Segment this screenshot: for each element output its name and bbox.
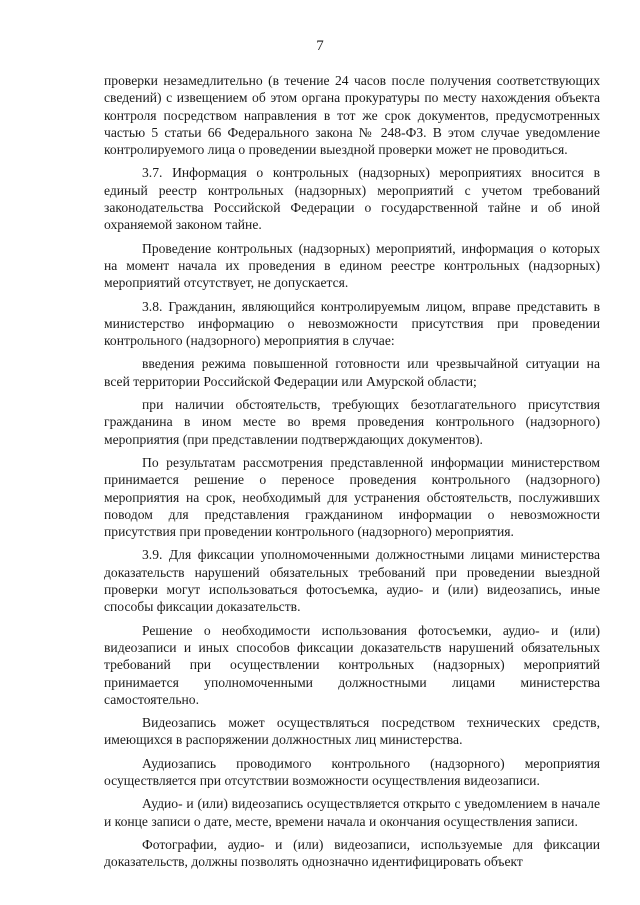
paragraph: при наличии обстоятельств, требующих безотлагательного присутствия гражданина в ином месте во время проведения контрольного (надзорного) мероприятия (при представлении подтверждающих документов). xyxy=(104,397,600,447)
paragraph: введения режима повышенной готовности или чрезвычайной ситуации на всей территории Российской Федерации или Амурской области; xyxy=(104,356,600,389)
paragraph: Фотографии, аудио- и (или) видеозаписи, используемые для фиксации доказательств, должны позволять однозначно идентифицировать объект xyxy=(104,836,600,870)
page-number: 7 xyxy=(316,38,324,54)
paragraph: Проведение контрольных (надзорных) мероприятий, информация о которых на момент начала их проведения в едином реестре контрольных (надзорных) мероприятий отсутствует, не допускается. xyxy=(104,240,600,291)
paragraph-3-7: 3.7. Информация о контрольных (надзорных) мероприятиях вносится в единый реестр контрольных (надзорных) мероприятий с учетом требований законодательства Российской Федерации о государственной тайне и об иной охраняемой законом тайне. xyxy=(104,165,600,233)
paragraph: Решение о необходимости использования фотосъемки, аудио- и (или) видеозаписи и иных способов фиксации доказательств нарушений обязательных требований при осуществлении контрольных (надзорных) мероприятий принимается уполномоченными должностными лицами министерства самостоятельно. xyxy=(104,622,600,707)
paragraph-3-9: 3.9. Для фиксации уполномоченными должностными лицами министерства доказательств нарушений обязательных требований при проведении выездной проверки могут использоваться фотосъемка, аудио- и (или) видеозапись, иные способы фиксации доказательств. xyxy=(104,547,600,615)
document-body xyxy=(104,72,600,876)
paragraph: По результатам рассмотрения представленной информации министерством принимается решение о переносе проведения контрольного (надзорного) мероприятия на срок, необходимый для устранения обстоятельств, послуживших поводом для представления гражданином информации о невозможности присутствия при проведении контрольного (надзорного) мероприятия. xyxy=(104,454,600,540)
paragraph: Аудиозапись проводимого контрольного (надзорного) мероприятия осуществляется при отсутствии возможности осуществления видеозаписи. xyxy=(104,755,600,788)
paragraph-continuation: проверки незамедлительно (в течение 24 часов после получения соответствующих сведений) с извещением об этом органа прокуратуры по месту нахождения объекта контроля посредством направления в тот же срок документов, предусмотренных частью 5 статьи 66 Федерального закона № 248-ФЗ. В этом случае уведомление контролируемого лица о проведении выездной проверки может не проводиться. xyxy=(104,73,600,158)
paragraph: Аудио- и (или) видеозапись осуществляется открыто с уведомлением в начале и конце записи о дате, месте, времени начала и окончания осуществления записи. xyxy=(104,796,600,829)
paragraph: Видеозапись может осуществляться посредством технических средств, имеющихся в распоряжении должностных лиц министерства. xyxy=(104,715,600,748)
paragraph-3-8: 3.8. Гражданин, являющийся контролируемым лицом, вправе представить в министерство информацию о невозможности присутствия при проведении контрольного (надзорного) мероприятия в случае: xyxy=(104,298,600,349)
